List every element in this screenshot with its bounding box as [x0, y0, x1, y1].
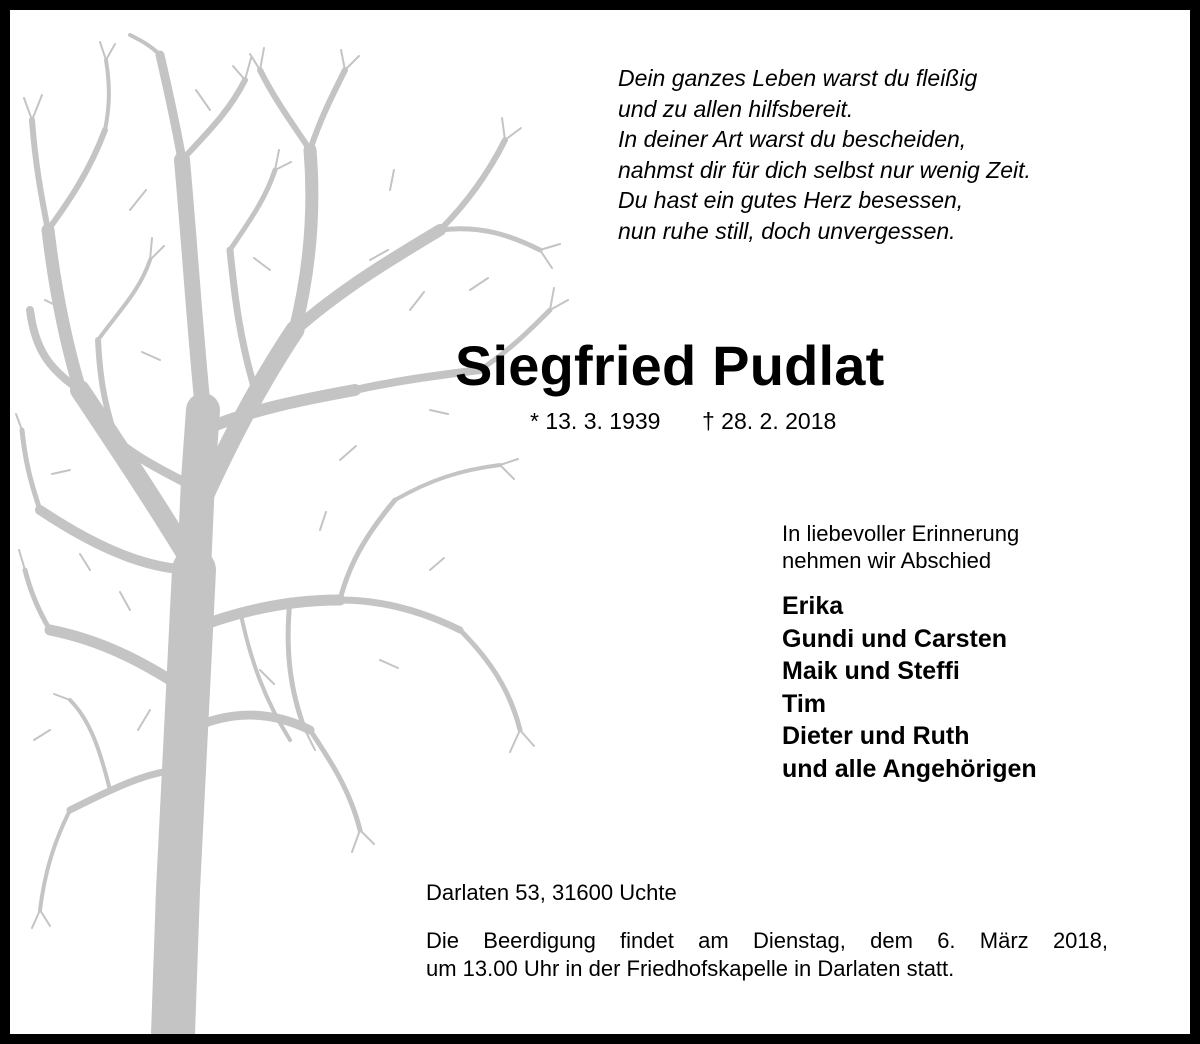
poem-line: Dein ganzes Leben warst du fleißig — [618, 65, 978, 91]
mourner-name: Maik und Steffi — [782, 657, 960, 685]
poem-line: und zu allen hilfsbereit. — [618, 95, 854, 122]
birth-date: * 13. 3. 1939 — [530, 408, 661, 434]
funeral-line: um 13.00 Uhr in der Friedhofskapelle in Darlaten statt. — [426, 956, 955, 981]
mourner-name: Erika — [782, 592, 844, 620]
address-line: Darlaten 53, 31600 Uchte — [426, 880, 677, 905]
funeral-notice — [426, 927, 1108, 983]
funeral-line: Die Beerdigung findet am Dienstag, dem 6. März 2018, — [426, 928, 1108, 953]
poem-line: Du hast ein gutes Herz besessen, — [618, 187, 964, 213]
mourner-name: Dieter und Ruth — [782, 722, 970, 750]
poem-line: nahmst dir für dich selbst nur wenig Zeit. — [618, 156, 1031, 183]
mourner-name: und alle Angehörigen — [782, 754, 1037, 783]
memorial-poem — [618, 63, 1031, 246]
mourners-list — [782, 590, 1037, 785]
deceased-name: Siegfried Pudlat — [455, 334, 885, 397]
mourner-name: Gundi und Carsten — [782, 624, 1007, 653]
death-date: † 28. 2. 2018 — [702, 408, 837, 434]
mourner-name: Tim — [782, 689, 826, 718]
poem-line: In deiner Art warst du bescheiden, — [618, 126, 967, 152]
poem-line: nun ruhe still, doch unvergessen. — [618, 217, 956, 244]
farewell-line: In liebevoller Erinnerung — [782, 521, 1020, 546]
farewell-line: nehmen wir Abschied — [782, 548, 992, 573]
farewell-text — [782, 520, 1019, 574]
